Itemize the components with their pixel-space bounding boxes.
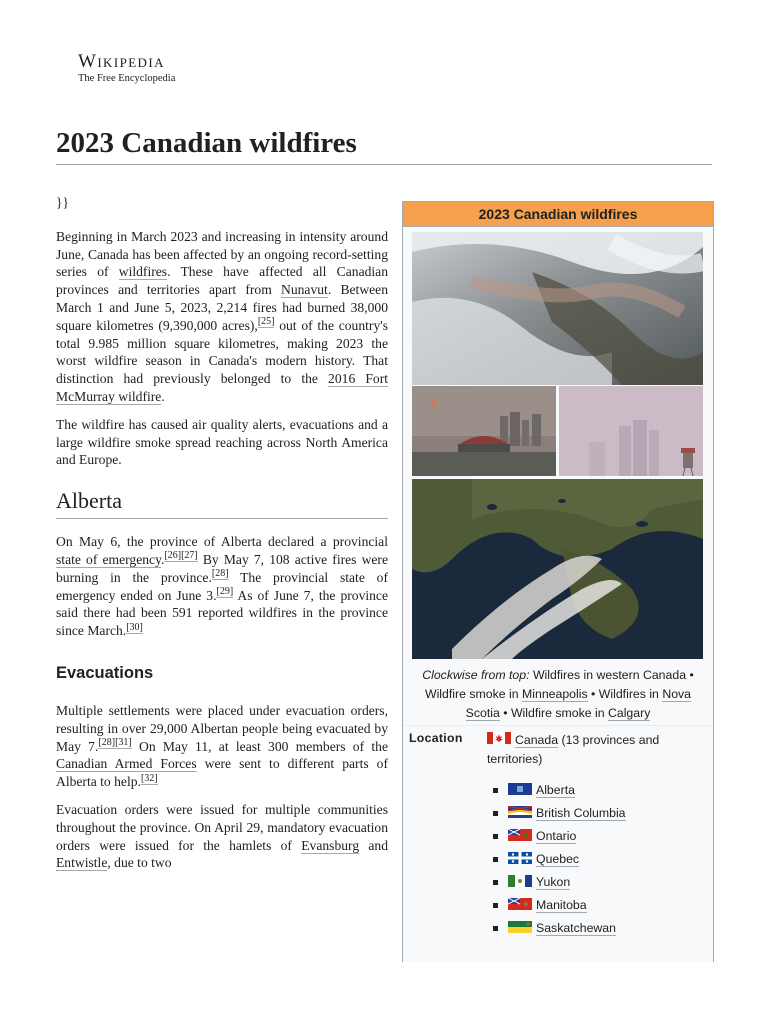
intro-paragraph: Beginning in March 2023 and increasing in intensity around June, Canada has been affected by an ongoing record-setting series of wildfires. These have affected all Canadian provinces and territories apart from Nunavut. Between March 1 and June 5, 2023, 2,214 fires had burned 38,000 square kilometres (9,390,000 acres),[25] out of the country's total 9.985 million square kilometres, making 2023 the worst wildfire season in Canada's modern history. That distinction had previously belonged to the 2016 Fort McMurray wildfire. — [56, 228, 389, 404]
ref-27[interactable]: [27] — [181, 550, 198, 562]
wikipedia-tagline: The Free Encyclopedia — [78, 73, 176, 84]
infobox — [402, 201, 714, 962]
infobox-caption: Clockwise from top: Wildfires in western Canada • Wildfire smoke in Minneapolis • Wildfires in Nova Scotia • Wildfire smoke in Calgary — [422, 668, 694, 720]
ref-30[interactable]: [30] — [126, 621, 143, 633]
wikipedia-logo[interactable] — [78, 52, 175, 86]
template-braces: }} — [56, 195, 70, 210]
link-saskatchewan[interactable]: Saskatchewan — [536, 921, 616, 936]
ref-28[interactable]: [28] — [211, 568, 229, 580]
ref-26[interactable]: [26] — [164, 550, 182, 562]
infobox-title: 2023 Canadian wildfires — [403, 202, 713, 227]
link-minneapolis[interactable]: Minneapolis — [522, 687, 588, 701]
image-western-canada-wildfires[interactable] — [412, 232, 703, 385]
ref-28[interactable]: [28] — [98, 737, 116, 748]
british-columbia-flag-icon — [508, 803, 532, 826]
section-heading-alberta: Alberta — [56, 487, 388, 519]
link-ontario[interactable]: Ontario — [536, 829, 577, 844]
list-item — [487, 825, 713, 848]
infobox-row-location — [403, 725, 713, 940]
list-item — [487, 917, 713, 940]
ref-29[interactable]: [29] — [216, 586, 234, 598]
page-title: 2023 Canadian wildfires — [56, 124, 712, 165]
evacuations-paragraph: Multiple settlements were placed under evacuation orders, resulting in over 29,000 Albertan people being evacuated by May 7.[28][31] On May 11, at least 300 members of the Canadian Armed Forces were sent to different parts of Alberta to help.[32] — [56, 702, 389, 790]
list-item — [487, 779, 713, 802]
list-item — [487, 802, 713, 825]
list-item — [487, 871, 713, 894]
list-item — [487, 894, 713, 917]
saskatchewan-flag-icon — [508, 918, 532, 941]
link-entwistle[interactable]: Entwistle — [56, 855, 108, 871]
section-heading-evacuations: Evacuations — [56, 663, 154, 682]
list-item — [487, 848, 713, 871]
link-nunavut[interactable]: Nunavut — [281, 282, 328, 298]
alberta-flag-icon — [508, 780, 532, 803]
link-canada[interactable]: Canada — [515, 733, 559, 747]
link-manitoba[interactable]: Manitoba — [536, 898, 587, 913]
link-nova-scotia[interactable]: Nova Scotia — [465, 687, 692, 720]
image-minneapolis-smoke[interactable] — [559, 386, 703, 476]
image-calgary-smoke[interactable] — [412, 386, 556, 476]
location-label: Location — [409, 731, 463, 745]
province-list — [487, 779, 713, 940]
ontario-flag-icon — [508, 826, 532, 849]
link-alberta[interactable]: Alberta — [536, 783, 575, 798]
link-canadian-armed-forces[interactable]: Canadian Armed Forces — [56, 756, 197, 772]
link-british-columbia[interactable]: British Columbia — [536, 806, 626, 821]
evacuations-paragraph-2: Evacuation orders were issued for multiple communities throughout the province. On April 29, mandatory evacuation orders were issued for the hamlets of Evansburg and Entwistle, due to two — [56, 801, 389, 871]
link-calgary[interactable]: Calgary — [607, 706, 651, 720]
link-2016-fort-mcmurray-wildfire[interactable]: 2016 Fort McMurray wildfire — [56, 371, 388, 404]
link-state-of-emergency[interactable]: state of emergency — [56, 551, 161, 567]
wikipedia-wordmark: Wikipedia — [78, 51, 165, 72]
ref-32[interactable]: [32] — [140, 772, 158, 784]
intro-paragraph-2: The wildfire has caused air quality alerts, evacuations and a large wildfire smoke spread reaching across North America and Europe. — [56, 416, 388, 468]
alberta-paragraph: On May 6, the province of Alberta declared a provincial state of emergency.[26][27] By May 7, 108 active fires were burning in the province.[28] The provincial state of emergency ended on June 3.[29] As of June 7, the province said there had been 591 reported wildfires in the province since March.[30] — [56, 534, 389, 639]
ref-31[interactable]: [31] — [115, 737, 132, 748]
infobox-image-montage — [403, 227, 713, 663]
canada-flag-icon — [487, 731, 511, 750]
link-yukon[interactable]: Yukon — [536, 875, 571, 890]
link-wildfires[interactable]: wildfires — [118, 264, 168, 280]
link-quebec[interactable]: Quebec — [536, 852, 580, 867]
yukon-flag-icon — [508, 872, 532, 895]
image-nova-scotia-wildfires[interactable] — [412, 479, 703, 659]
quebec-flag-icon — [508, 849, 532, 872]
ref-25[interactable]: [25] — [257, 316, 275, 328]
link-evansburg[interactable]: Evansburg — [301, 837, 360, 853]
location-value: Canada (13 provinces and territories) Alberta British Columbia Ontario Quebec Yukon Manitoba Saskatchewan — [487, 726, 713, 940]
manitoba-flag-icon — [508, 895, 532, 918]
article-body — [56, 194, 388, 882]
